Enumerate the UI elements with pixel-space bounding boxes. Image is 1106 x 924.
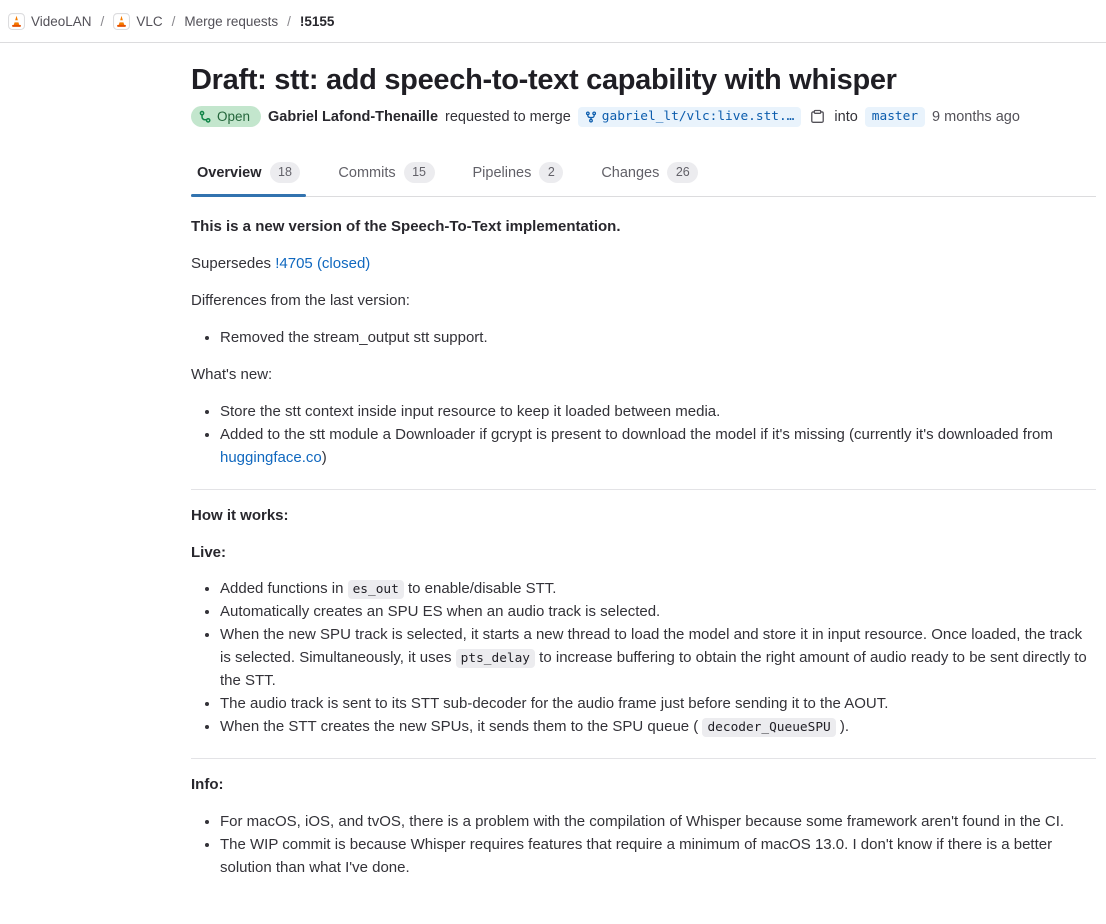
item-text: ): [321, 448, 327, 466]
copy-branch-button[interactable]: [808, 107, 827, 126]
item-text: When the STT creates the new SPUs, it sends them to the SPU queue (: [220, 718, 703, 736]
divider: [191, 489, 1096, 490]
breadcrumb-label: VLC: [136, 13, 163, 29]
item-text: Added to the stt module a Downloader if gcrypt is present to download the model if it's missing (currently it's downloaded from: [220, 425, 1053, 443]
info-list: [191, 811, 1096, 880]
list-item: • The WIP commit is because Whisper requires features that require a minimum of macOS 13.0. I don't know if there is a better solution than what I've done.: [220, 834, 1096, 880]
breadcrumb-current-mr: !5155: [299, 13, 335, 29]
breadcrumb-label: Merge requests: [184, 13, 279, 29]
git-merge-icon: [198, 110, 212, 124]
mr-meta-row: [191, 106, 1096, 127]
differences-heading: Differences from the last version:: [191, 291, 410, 309]
status-badge-label: Open: [217, 109, 251, 125]
tab-label: Overview: [197, 164, 262, 181]
tab-count-badge: 26: [667, 162, 698, 183]
tab-count-badge: 2: [539, 162, 563, 183]
mr-tabs: [191, 152, 1096, 197]
inline-code: decoder_QueueSPU: [702, 718, 835, 737]
breadcrumb-bar: [0, 0, 1106, 43]
list-item: • Store the stt context inside input resource to keep it loaded between media.: [220, 401, 1096, 424]
supersedes-paragraph: [191, 253, 1096, 276]
action-text: requested to merge: [445, 108, 571, 125]
list-item: [220, 424, 1096, 470]
live-list: [191, 578, 1096, 739]
list-item: • For macOS, iOS, and tvOS, there is a problem with the compilation of Whisper because some framework aren't found in the CI.: [220, 811, 1096, 834]
breadcrumb-separator: /: [100, 13, 105, 29]
fork-icon: [585, 111, 597, 123]
whats-new-list: [191, 401, 1096, 470]
breadcrumb-label: VideoLAN: [31, 13, 92, 29]
live-heading: Live:: [191, 543, 227, 561]
item-text: ).: [835, 718, 850, 736]
whats-new-heading: What's new:: [191, 365, 273, 383]
breadcrumb-separator: /: [287, 13, 291, 29]
tab-count-badge: 15: [404, 162, 435, 183]
tab-commits[interactable]: [332, 152, 440, 196]
breadcrumb-separator: /: [171, 13, 176, 29]
list-item: • The audio track is sent to its STT sub-decoder for the audio frame just before sending it to the AOUT.: [220, 693, 1096, 716]
list-item: [220, 716, 1096, 739]
tab-label: Pipelines: [472, 164, 532, 181]
status-badge: [191, 106, 261, 127]
breadcrumb: [8, 13, 334, 30]
merge-request-page: [0, 64, 1106, 924]
source-branch-link[interactable]: [578, 107, 802, 127]
vlc-cone-icon: [8, 13, 25, 30]
differences-list: [191, 327, 1096, 350]
tab-changes[interactable]: [595, 152, 704, 196]
page-title: Draft: stt: add speech-to-text capability with whisper: [191, 64, 897, 96]
vlc-cone-icon: [113, 13, 130, 30]
source-branch-label: gabriel_lt/vlc:live.stt.…: [601, 109, 795, 125]
breadcrumb-vlc[interactable]: [113, 13, 162, 30]
list-item: [220, 624, 1096, 693]
list-item: • Automatically creates an SPU ES when an audio track is selected.: [220, 601, 1096, 624]
huggingface-link[interactable]: huggingface.co: [220, 448, 322, 466]
breadcrumb-merge-requests[interactable]: [184, 14, 278, 29]
into-text: into: [834, 108, 858, 125]
list-item: [220, 578, 1096, 601]
inline-code: pts_delay: [456, 649, 535, 668]
author-link[interactable]: Gabriel Lafond-Thenaille: [268, 108, 439, 125]
how-it-works-heading: How it works:: [191, 506, 289, 524]
mr-description: [191, 216, 1096, 880]
item-text: Added functions in: [220, 580, 348, 598]
intro-paragraph: This is a new version of the Speech-To-Text implementation.: [191, 218, 621, 236]
supersedes-text: Supersedes: [191, 255, 276, 273]
breadcrumb-videolan[interactable]: [8, 13, 92, 30]
item-text: When the new SPU track is selected, it starts a new thread to load the model and store it in input resource. Once loaded, the track is selected. Simultaneously, it uses: [220, 626, 1083, 667]
tab-count-badge: 18: [270, 162, 301, 183]
target-branch-link[interactable]: master: [865, 107, 925, 127]
merge-request-age: 9 months ago: [932, 108, 1020, 125]
divider: [191, 758, 1096, 759]
tab-label: Commits: [338, 164, 396, 181]
list-item: • Removed the stream_output stt support.: [220, 327, 1096, 350]
tab-overview[interactable]: [191, 152, 306, 196]
info-heading: Info:: [191, 776, 224, 794]
superseded-mr-link[interactable]: !4705 (closed): [275, 255, 371, 273]
item-text: to enable/disable STT.: [403, 580, 557, 598]
tab-pipelines[interactable]: [467, 152, 570, 196]
item-text: to increase buffering to obtain the right amount of audio ready to be sent directly to the STT.: [220, 649, 1087, 690]
inline-code: es_out: [348, 580, 404, 599]
tab-label: Changes: [601, 164, 660, 181]
clipboard-icon: [810, 109, 825, 124]
